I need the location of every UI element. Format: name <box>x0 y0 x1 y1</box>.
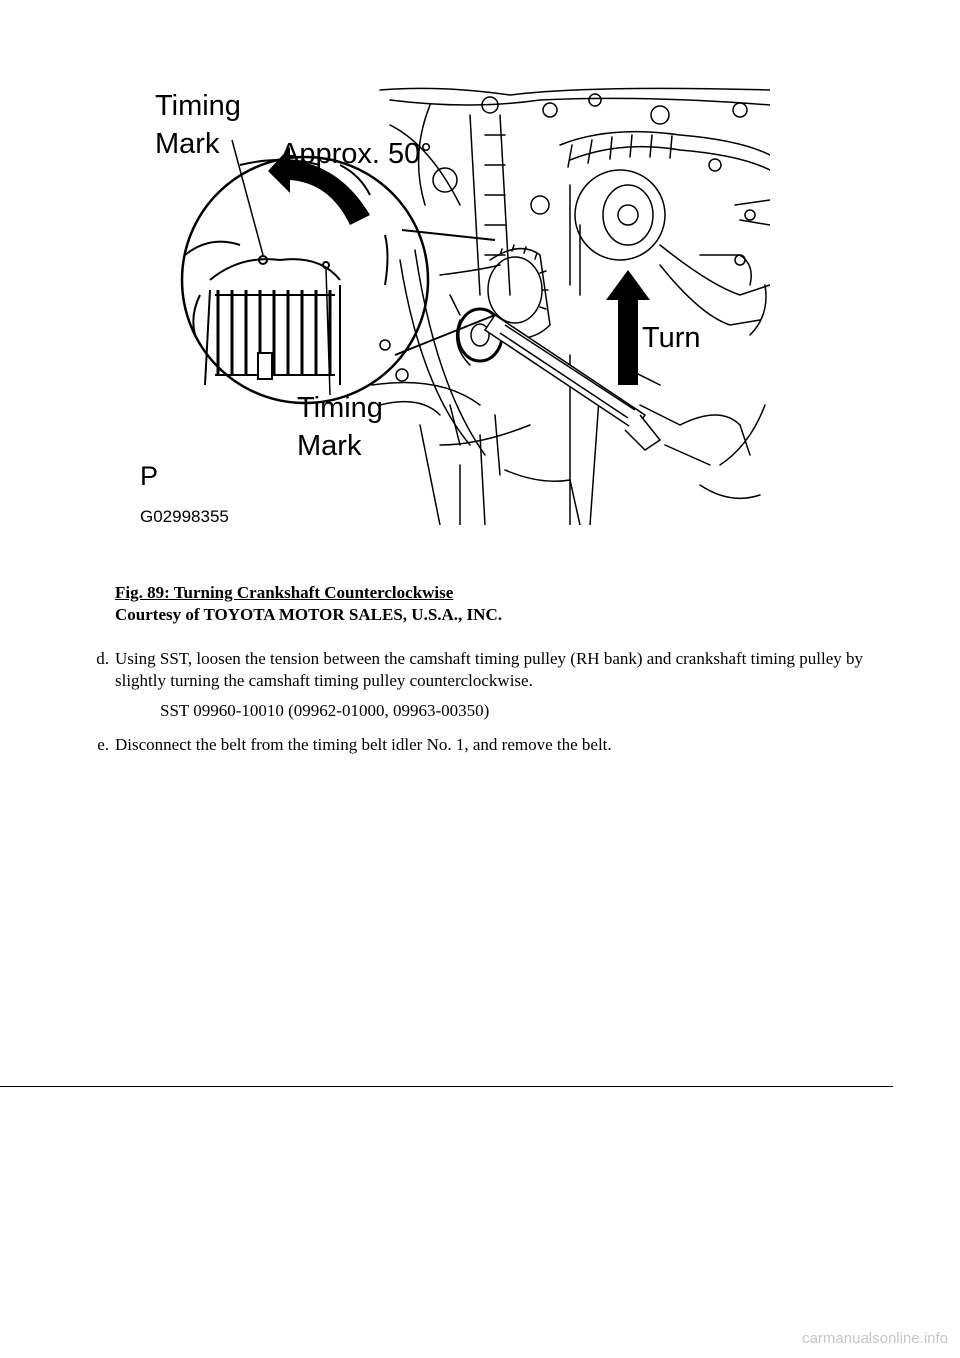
step-text: Using SST, loosen the tension between the camshaft timing pulley (RH bank) and crankshaft timing pulley by slightly turning the camshaft timing pulley counterclockwise. <box>115 649 864 690</box>
label-turn: Turn <box>642 322 701 354</box>
step-letter: d. <box>96 649 109 668</box>
figure-code: G02998355 <box>140 507 229 525</box>
leader-line-top <box>232 140 263 255</box>
label-timing-mark-top-2: Mark <box>155 128 220 160</box>
figure-courtesy: Courtesy of TOYOTA MOTOR SALES, U.S.A., INC. <box>115 605 502 624</box>
label-timing-mark-bottom-2: Mark <box>297 430 362 462</box>
sst-note: SST 09960-10010 (09962-01000, 09963-00350) <box>160 701 490 720</box>
page-divider <box>0 1086 893 1087</box>
label-timing-mark-top: Timing <box>155 90 241 122</box>
label-timing-mark-bottom: Timing <box>297 392 383 424</box>
label-approx-angle: Approx. 50° <box>280 138 432 170</box>
engine-diagram <box>140 85 770 525</box>
step-text: Disconnect the belt from the timing belt idler No. 1, and remove the belt. <box>115 735 612 754</box>
figure-caption <box>115 582 502 626</box>
engine-diagram-figure <box>140 85 770 525</box>
step-letter: e. <box>97 735 109 754</box>
figure-corner-letter: P <box>140 461 159 491</box>
watermark: carmanualsonline.info <box>802 1330 948 1347</box>
figure-title: Fig. 89: Turning Crankshaft Counterclockwise <box>115 583 454 602</box>
